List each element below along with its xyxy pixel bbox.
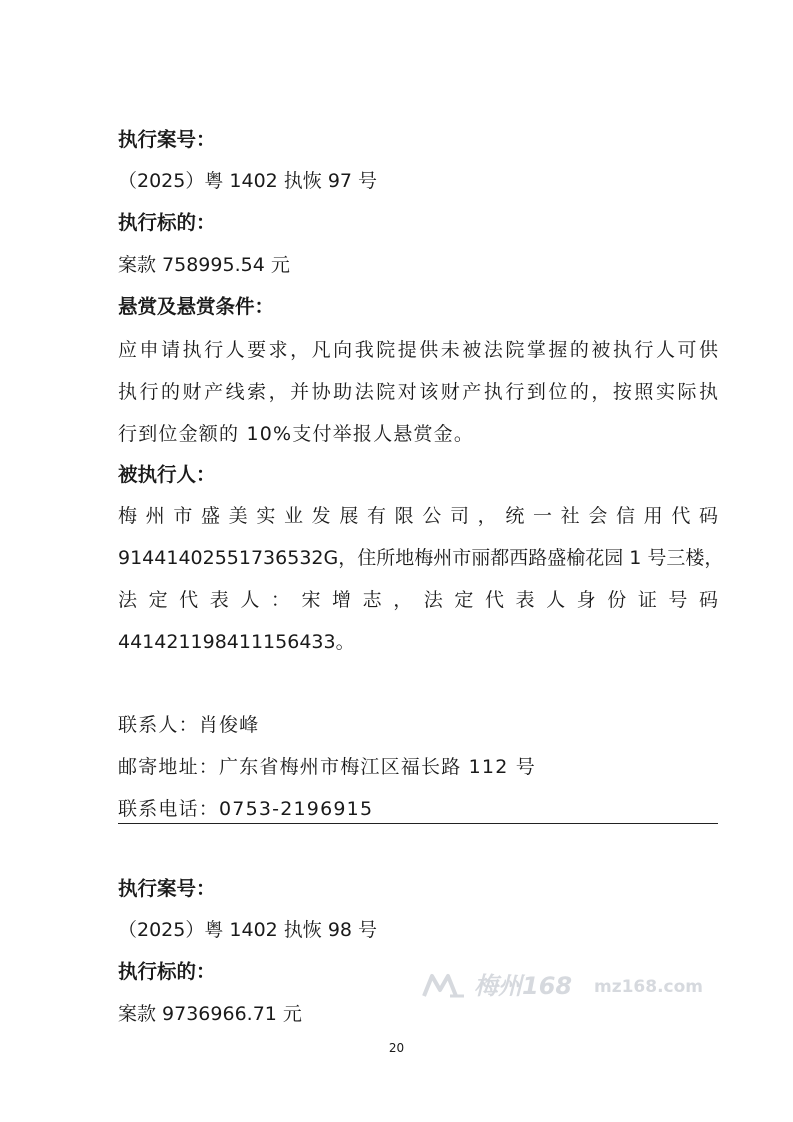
mz168-logo-icon: [420, 972, 468, 1000]
case1-case-number-value: （2025）粤 1402 执恢 97 号: [118, 170, 378, 192]
contact-phone: 联系电话：0753-2196915: [118, 798, 374, 820]
case2-target-label: 执行标的：: [118, 960, 216, 983]
contact-person: 联系人：肖俊峰: [118, 714, 260, 736]
case1-reward-line-3: 行到位金额的 10%支付举报人悬赏金。: [118, 423, 475, 445]
case1-debtor-line-4: 441421198411156433。: [118, 631, 355, 653]
case1-reward-line-1: 应申请执行人要求，凡向我院提供未被法院掌握的被执行人可供: [118, 339, 718, 361]
contact-address: 邮寄地址：广东省梅州市梅江区福长路 112 号: [118, 756, 536, 778]
case2-case-number-value: （2025）粤 1402 执恢 98 号: [118, 919, 378, 941]
case1-target-value: 案款 758995.54 元: [118, 254, 290, 276]
case1-debtor-label: 被执行人：: [118, 463, 216, 486]
case2-target-value: 案款 9736966.71 元: [118, 1003, 302, 1025]
case1-case-number-label: 执行案号：: [118, 128, 216, 151]
case1-debtor-line-3: 法定代表人：宋增志，法定代表人身份证号码: [118, 589, 718, 611]
case1-reward-label: 悬赏及悬赏条件：: [118, 295, 275, 318]
case1-debtor-line-1: 梅州市盛美实业发展有限公司，统一社会信用代码: [118, 505, 718, 527]
watermark-text: 梅州168: [474, 972, 573, 1000]
case2-case-number-label: 执行案号：: [118, 877, 216, 900]
page-number: 20: [388, 1041, 405, 1055]
watermark: [420, 970, 720, 1004]
case1-reward-line-2: 执行的财产线索，并协助法院对该财产执行到位的，按照实际执: [118, 381, 718, 403]
section-divider: [118, 823, 718, 824]
watermark-url: mz168.com: [594, 977, 704, 997]
case1-debtor-line-2: 91441402551736532G，住所地梅州市丽都西路盛榆花园 1 号三楼，: [118, 547, 724, 569]
case1-target-label: 执行标的：: [118, 211, 216, 234]
